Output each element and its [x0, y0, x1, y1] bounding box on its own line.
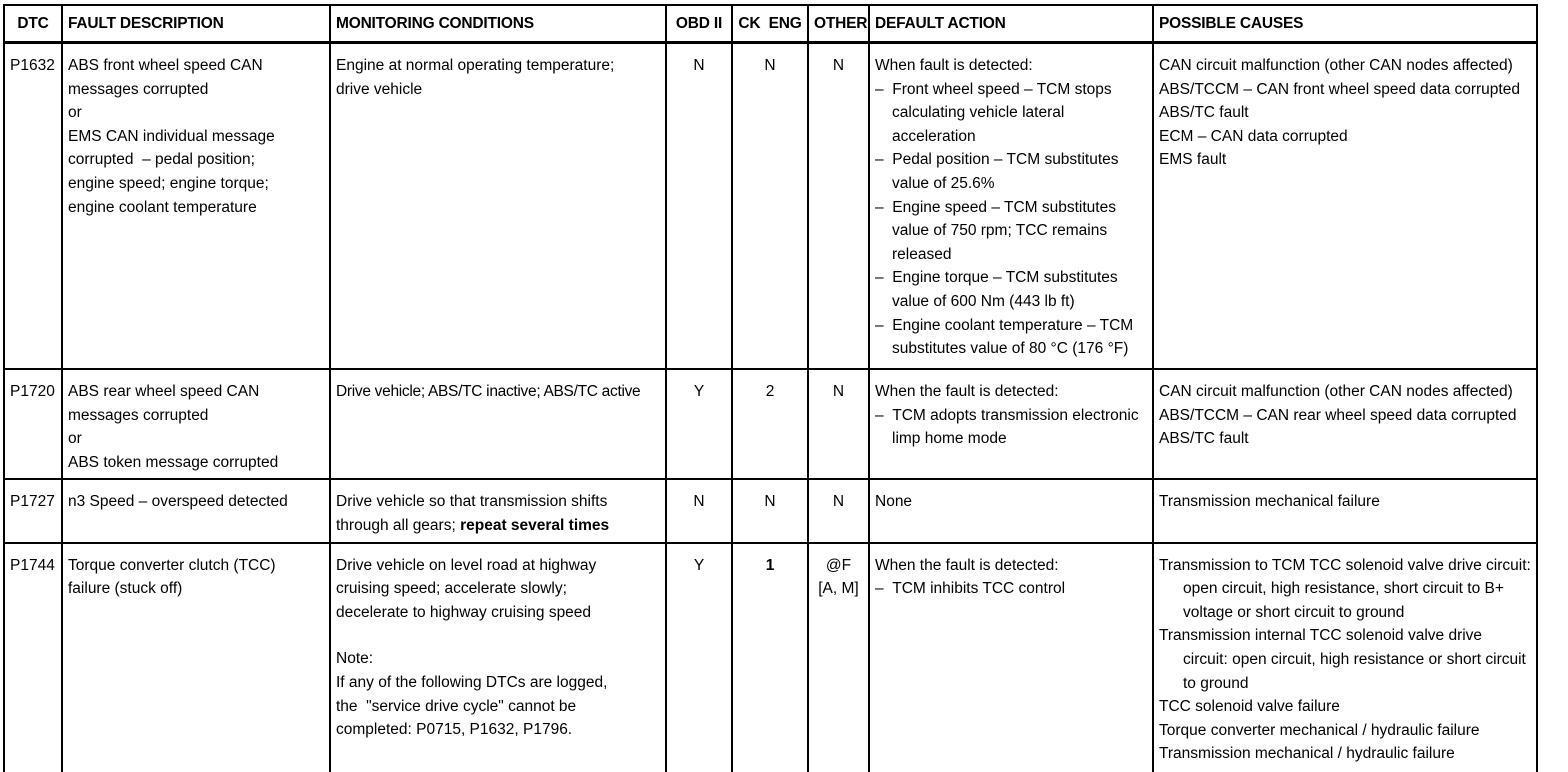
monitoring-emphasis: repeat several times: [460, 516, 610, 534]
default-action-intro: When fault is detected:: [875, 57, 1033, 74]
other-value: N: [808, 479, 869, 542]
cause-item: EMS fault: [1159, 151, 1227, 169]
dtc-table: [3, 4, 1538, 772]
table-row: [4, 543, 1537, 772]
monitoring-note-line: If any of the following DTCs are logged,: [336, 673, 608, 691]
other-value-line: [A, M]: [818, 580, 859, 598]
fault-line: n3 Speed – overspeed detected: [68, 493, 288, 511]
fault-description: [62, 543, 330, 772]
col-header-dtc: DTC: [4, 5, 62, 43]
monitoring-line: cruising speed; accelerate slowly;: [336, 580, 567, 598]
obd-ii-value: N: [666, 43, 732, 370]
dtc-code: P1744: [4, 543, 62, 772]
fault-line: or: [68, 104, 82, 122]
col-header-other: OTHER: [808, 5, 869, 43]
monitoring-line: Drive vehicle; ABS/TC inactive; ABS/TC active: [336, 383, 641, 400]
other-value: N: [808, 43, 869, 370]
default-action-intro: When the fault is detected:: [875, 556, 1059, 574]
header-row: [4, 5, 1537, 43]
monitoring-conditions: [330, 369, 666, 479]
monitoring-note-line: completed: P0715, P1632, P1796.: [336, 721, 573, 739]
default-action-item: – TCM adopts transmission electronic limp home mode: [875, 406, 1139, 448]
col-header-possible-causes: POSSIBLE CAUSES: [1153, 5, 1537, 43]
other-value: N: [808, 369, 869, 479]
cause-item: ECM – CAN data corrupted: [1159, 127, 1348, 145]
fault-line: corrupted – pedal position;: [68, 151, 255, 169]
cause-item: TCC solenoid valve failure: [1159, 698, 1340, 716]
fault-description: [62, 369, 330, 479]
cause-item: ABS/TCCM – CAN front wheel speed data corrupted: [1159, 80, 1520, 98]
spacer: [336, 624, 660, 647]
default-action-item: – Front wheel speed – TCM stops calculating vehicle lateral acceleration: [875, 80, 1112, 145]
default-action-item: – Engine speed – TCM substitutes value of 750 rpm; TCC remains released: [875, 198, 1116, 263]
monitoring-line: Drive vehicle on level road at highway: [336, 556, 597, 574]
table-row: [4, 43, 1537, 370]
col-header-default-action: DEFAULT ACTION: [869, 5, 1153, 43]
fault-line: engine speed; engine torque;: [68, 174, 269, 192]
monitoring-line: drive vehicle: [336, 80, 423, 98]
table-row: [4, 369, 1537, 479]
monitoring-note-line: Note:: [336, 650, 374, 668]
default-action: [869, 479, 1153, 542]
fault-line: failure (stuck off): [68, 580, 183, 598]
fault-line: messages corrupted: [68, 80, 209, 98]
ck-eng-value: N: [732, 43, 808, 370]
fault-description: [62, 479, 330, 542]
default-action: [869, 43, 1153, 370]
ck-eng-value: 2: [732, 369, 808, 479]
fault-line: ABS front wheel speed CAN: [68, 57, 263, 74]
monitoring-note-line: the "service drive cycle" cannot be: [336, 697, 577, 715]
fault-description: [62, 43, 330, 370]
default-action-item: – Engine torque – TCM substitutes value of 600 Nm (443 lb ft): [875, 269, 1118, 310]
obd-ii-value: N: [666, 479, 732, 542]
cause-item: Transmission internal TCC solenoid valve drive circuit: open circuit, high resistance or short circuit to ground: [1159, 627, 1526, 692]
cause-item: CAN circuit malfunction (other CAN nodes affected): [1159, 57, 1513, 74]
possible-causes: [1153, 479, 1537, 542]
table-row: [4, 479, 1537, 542]
col-header-monitoring: MONITORING CONDITIONS: [330, 5, 666, 43]
cause-item: Transmission to TCM TCC solenoid valve drive circuit: open circuit, high resistance, short circuit to B+ voltage or short circuit to ground: [1159, 556, 1531, 621]
cause-item: Torque converter mechanical / hydraulic failure: [1159, 721, 1480, 739]
col-header-obd: OBD II: [666, 5, 732, 43]
possible-causes: [1153, 369, 1537, 479]
ck-eng-value: 1: [732, 543, 808, 772]
default-action-item: – Pedal position – TCM substitutes value of 25.6%: [875, 151, 1119, 192]
possible-causes: [1153, 43, 1537, 370]
default-action-item: – Engine coolant temperature – TCM substitutes value of 80 °C (176 °F): [875, 316, 1134, 358]
cause-item: ABS/TC fault: [1159, 430, 1249, 448]
monitoring-line: Engine at normal operating temperature;: [336, 57, 615, 74]
cause-item: Transmission mechanical failure: [1159, 493, 1380, 511]
fault-line: EMS CAN individual message: [68, 127, 275, 145]
monitoring-conditions: [330, 543, 666, 772]
dtc-code: P1727: [4, 479, 62, 542]
default-action: [869, 543, 1153, 772]
cause-item: Transmission mechanical / hydraulic failure: [1159, 745, 1455, 763]
monitoring-line: Drive vehicle so that transmission shifts through all gears; repeat several times: [336, 493, 610, 534]
fault-line: engine coolant temperature: [68, 198, 257, 216]
fault-line: ABS token message corrupted: [68, 453, 279, 471]
ck-eng-value: N: [732, 479, 808, 542]
obd-ii-value: Y: [666, 369, 732, 479]
cause-item: ABS/TCCM – CAN rear wheel speed data corrupted: [1159, 406, 1517, 424]
cause-item: CAN circuit malfunction (other CAN nodes affected): [1159, 383, 1513, 400]
col-header-ck-eng: CK ENG: [732, 5, 808, 43]
fault-line: messages corrupted: [68, 406, 209, 424]
fault-line: Torque converter clutch (TCC): [68, 556, 276, 574]
other-value: [808, 543, 869, 772]
dtc-code: P1632: [4, 43, 62, 370]
col-header-fault: FAULT DESCRIPTION: [62, 5, 330, 43]
monitoring-conditions: [330, 43, 666, 370]
fault-line: or: [68, 430, 82, 448]
default-action-intro: When the fault is detected:: [875, 383, 1059, 400]
other-value-line: @F: [825, 556, 852, 574]
fault-line: ABS rear wheel speed CAN: [68, 383, 260, 400]
default-action-item: – TCM inhibits TCC control: [875, 580, 1066, 598]
monitoring-conditions: [330, 479, 666, 542]
dtc-code: P1720: [4, 369, 62, 479]
obd-ii-value: Y: [666, 543, 732, 772]
default-action-intro: None: [875, 493, 913, 511]
possible-causes: [1153, 543, 1537, 772]
monitoring-line: decelerate to highway cruising speed: [336, 603, 592, 621]
default-action: [869, 369, 1153, 479]
cause-item: ABS/TC fault: [1159, 104, 1249, 122]
